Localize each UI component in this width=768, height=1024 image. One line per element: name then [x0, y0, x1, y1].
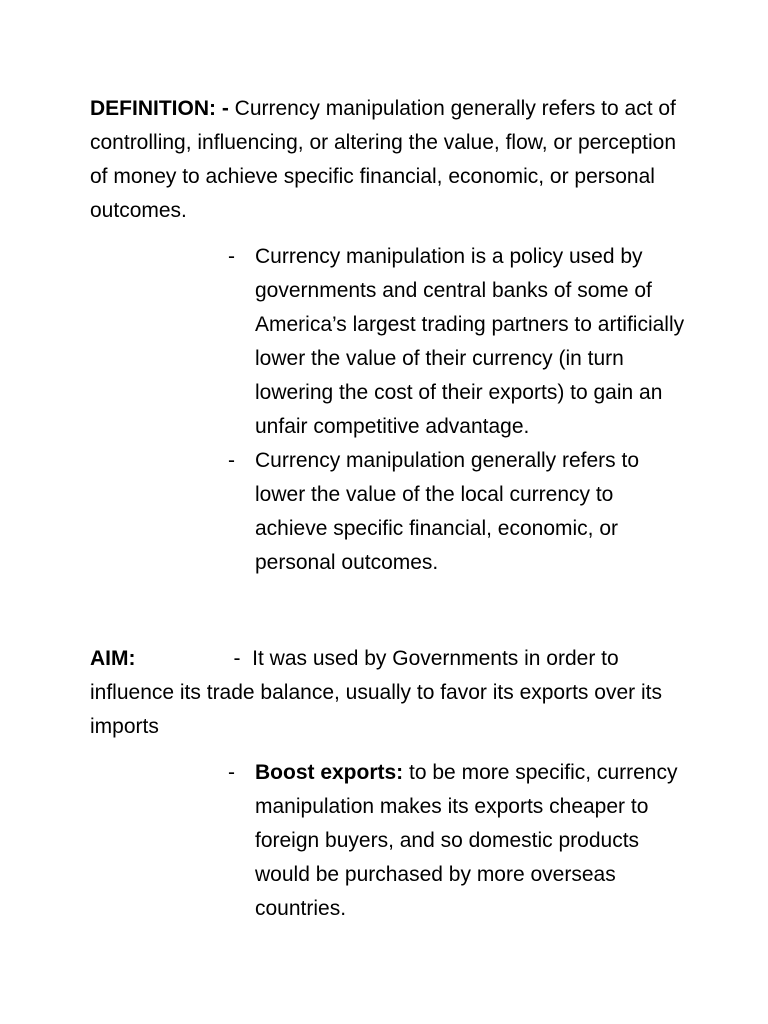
dash-marker: - [228, 245, 235, 268]
list-item-text: to be more specific, currency manipulation makes its exports cheaper to foreign buyers, and so domestic products would be purchased by more overseas countries. [255, 761, 678, 920]
dash-marker: - [228, 449, 235, 472]
aim-bullet-list [228, 756, 688, 926]
definition-text: Currency manipulation generally refers to act of controlling, influencing, or altering the value, flow, or perception of money to achieve specific financial, economic, or personal outcomes. [90, 97, 677, 222]
aim-text: It was used by Governments in order to influence its trade balance, usually to favor its exports over its imports [90, 647, 662, 738]
list-item [228, 240, 688, 444]
definition-bullet-list [228, 240, 688, 580]
definition-heading: DEFINITION: - [90, 97, 229, 120]
aim-paragraph [90, 642, 680, 744]
aim-heading: AIM: [90, 647, 136, 670]
dash-marker: - [233, 647, 241, 670]
list-item-text: Currency manipulation is a policy used by governments and central banks of some of America’s largest trading partners to artificially lower the value of their currency (in turn lowering the cost of their exports) to gain an unfair competitive advantage. [255, 245, 685, 438]
dash-marker: - [228, 761, 235, 784]
list-item-bold-label: Boost exports: [255, 761, 404, 784]
list-item [228, 444, 688, 580]
definition-paragraph [90, 92, 680, 228]
list-item-text: Currency manipulation generally refers to lower the value of the local currency to achieve specific financial, economic, or personal outcomes. [255, 449, 640, 574]
list-item [228, 756, 688, 926]
